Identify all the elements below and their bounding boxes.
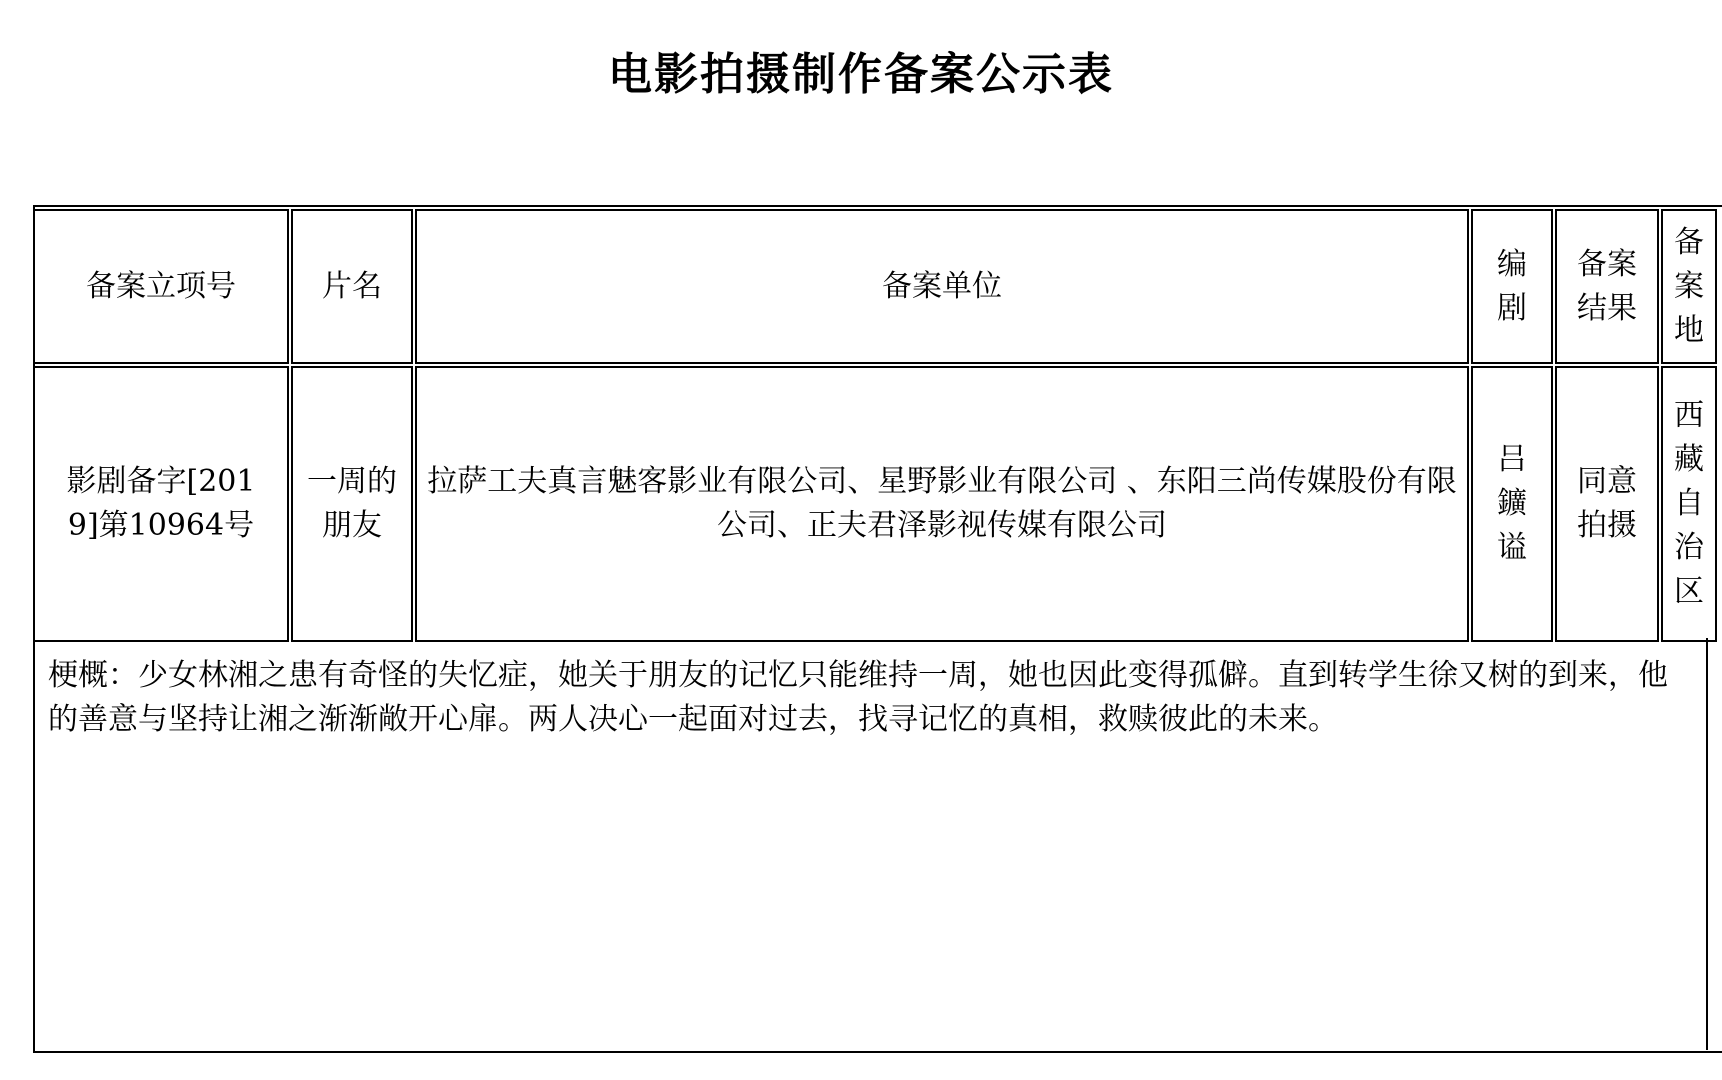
result-value: 同意拍摄 bbox=[1577, 464, 1637, 543]
location-value: 西藏自治区 bbox=[1674, 398, 1704, 609]
header-location bbox=[1661, 209, 1717, 364]
header-filing-number bbox=[33, 209, 289, 364]
cell-film-name bbox=[291, 366, 413, 642]
page-title: 电影拍摄制作备案公示表 bbox=[608, 49, 1114, 100]
screenwriter-value: 吕鑛谥 bbox=[1497, 442, 1527, 565]
film-name-value: 一周的朋友 bbox=[307, 464, 397, 543]
header-screenwriter bbox=[1471, 209, 1553, 364]
header-film-name bbox=[291, 209, 413, 364]
header-screenwriter-label: 编剧 bbox=[1497, 246, 1527, 326]
header-filing-unit bbox=[415, 209, 1469, 364]
filing-unit-value: 拉萨工夫真言魅客影业有限公司、星野影业有限公司 、东阳三尚传媒股份有限公司、正夫君泽影视传媒有限公司 bbox=[427, 464, 1457, 543]
cell-location bbox=[1661, 366, 1717, 642]
cell-filing-number bbox=[33, 366, 289, 642]
header-result-label: 备案结果 bbox=[1577, 246, 1637, 326]
header-filing-unit-label: 备案单位 bbox=[882, 268, 1002, 304]
header-film-name-label: 片名 bbox=[322, 268, 382, 304]
cell-result bbox=[1555, 366, 1659, 642]
cell-filing-unit bbox=[415, 366, 1469, 642]
cell-screenwriter bbox=[1471, 366, 1553, 642]
header-location-label: 备案地 bbox=[1674, 224, 1704, 348]
synopsis-label: 梗概： bbox=[48, 658, 138, 693]
header-filing-number-label: 备案立项号 bbox=[86, 268, 236, 304]
filing-number-value: 影剧备字[2019]第10964号 bbox=[66, 464, 256, 543]
header-result bbox=[1555, 209, 1659, 364]
synopsis-text: 少女林湘之患有奇怪的失忆症，她关于朋友的记忆只能维持一周，她也因此变得孤僻。直到转学生徐又树的到来，他的善意与坚持让湘之渐渐敞开心扉。两人决心一起面对过去，找寻记忆的真相，救赎彼此的未来。 bbox=[48, 658, 1668, 737]
synopsis-block bbox=[36, 638, 1708, 1050]
